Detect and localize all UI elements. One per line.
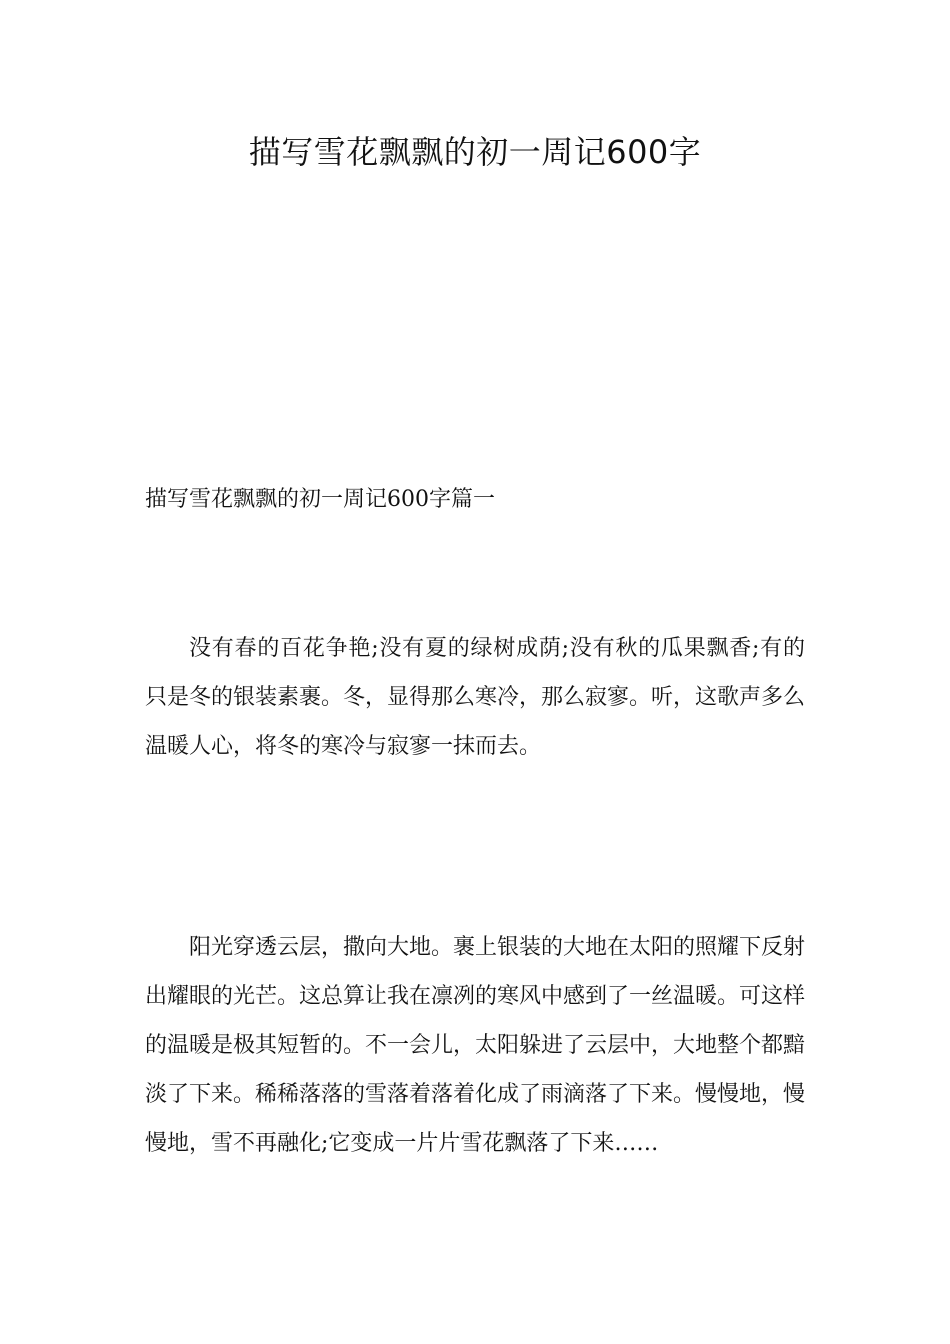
paragraph-1: 没有春的百花争艳;没有夏的绿树成荫;没有秋的瓜果飘香;有的只是冬的银装素裹。冬，显得那么寒冷，那么寂寥。听，这歌声多么温暖人心，将冬的寒冷与寂寥一抹而去。: [145, 636, 806, 759]
document-title: 描写雪花飘飘的初一周记600字: [248, 133, 702, 171]
paragraph-2: 阳光穿透云层，撒向大地。裹上银装的大地在太阳的照耀下反射出耀眼的光芒。这总算让我在凛冽的寒风中感到了一丝温暖。可这样的温暖是极其短暂的。不一会儿，太阳躲进了云层中，大地整个都黯淡了下来。稀稀落落的雪落着落着化成了雨滴落了下来。慢慢地，慢慢地，雪不再融化;它变成一片片雪花飘落了下来……: [145, 935, 806, 1156]
section-heading: 描写雪花飘飘的初一周记600字篇一: [145, 487, 495, 512]
